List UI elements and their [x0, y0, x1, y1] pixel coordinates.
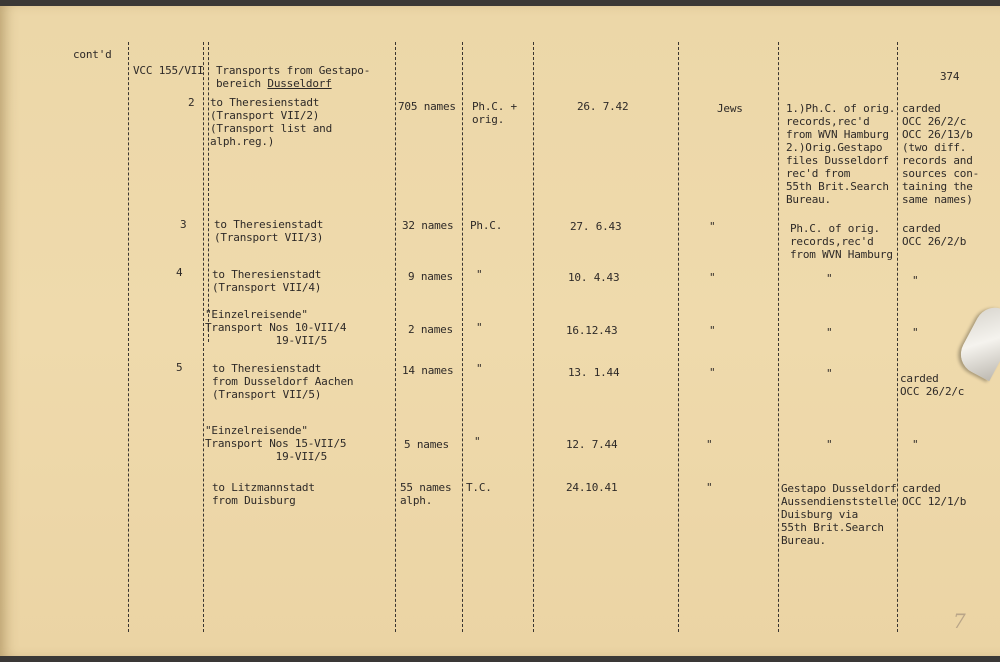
column-rule [203, 42, 204, 632]
source: Gestapo Dusseldorf Aussendienststelle Duisburg via 55th Brit.Search Bureau. [781, 482, 897, 547]
corner-mark: 7 [953, 609, 966, 633]
name-count: 14 names [402, 364, 454, 377]
column-rule [678, 42, 679, 632]
record-sheet [0, 6, 1000, 656]
transport-date: 27. 6.43 [570, 220, 622, 233]
column-rule [208, 42, 209, 342]
row-description: to Theresienstadt (Transport VII/3) [214, 218, 324, 244]
category: " [709, 271, 716, 284]
transport-date: 13. 1.44 [568, 366, 620, 379]
source: " [826, 438, 833, 451]
category: Jews [717, 102, 743, 115]
card-status: carded OCC 12/1/b [902, 482, 967, 508]
transport-date: 12. 7.44 [566, 438, 618, 451]
column-rule [533, 42, 534, 632]
row-number: 3 [180, 218, 187, 231]
row-description: "Einzelreisende" Transport Nos 15-VII/5 19-VII/5 [205, 424, 347, 463]
source: " [826, 272, 833, 285]
contd-label: cont'd [73, 48, 112, 61]
column-rule [778, 42, 779, 632]
card-status: " [912, 438, 919, 451]
name-count: 55 names alph. [400, 481, 452, 507]
name-count: 705 names [398, 100, 456, 113]
name-count: 5 names [404, 438, 449, 451]
row-description: "Einzelreisende" Transport Nos 10-VII/4 19-VII/5 [205, 308, 347, 347]
column-rule [897, 42, 898, 632]
record-type: Ph.C. + orig. [472, 100, 517, 126]
title-prefix: bereich [216, 77, 268, 90]
record-type: " [476, 321, 483, 334]
record-type: T.C. [466, 481, 492, 494]
card-status: carded OCC 26/2/c OCC 26/13/b (two diff. records and sources con- taining the same names) [902, 102, 980, 206]
category: " [709, 220, 716, 233]
card-status: carded OCC 26/2/c [900, 372, 965, 398]
section-title-line2 [216, 77, 332, 90]
category: " [706, 438, 713, 451]
record-type: Ph.C. [470, 219, 503, 232]
card-status: carded OCC 26/2/b [902, 222, 967, 248]
section-title-line1: Transports from Gestapo- [216, 64, 371, 77]
column-rule [462, 42, 463, 632]
name-count: 9 names [408, 270, 453, 283]
name-count: 32 names [402, 219, 454, 232]
source: Ph.C. of orig. records,rec'd from WVN Hamburg [790, 222, 893, 261]
source: " [826, 326, 833, 339]
row-number: 5 [176, 361, 183, 374]
record-type: " [474, 435, 481, 448]
category: " [706, 481, 713, 494]
transport-date: 16.12.43 [566, 324, 618, 337]
record-type: " [476, 268, 483, 281]
binder-tab [954, 301, 1000, 382]
card-status: " [912, 326, 919, 339]
source: 1.)Ph.C. of orig. records,rec'd from WVN Hamburg 2.)Orig.Gestapo files Dusseldorf rec'd from 55th Brit.Search Bureau. [786, 102, 896, 206]
record-type: " [476, 362, 483, 375]
column-rule [128, 42, 129, 632]
row-description: to Theresienstadt (Transport VII/2) (Transport list and alph.reg.) [210, 96, 333, 148]
row-number: 4 [176, 266, 183, 279]
source: " [826, 367, 833, 380]
transport-date: 10. 4.43 [568, 271, 620, 284]
title-place: Dusseldorf [267, 77, 332, 90]
reference-code: VCC 155/VII [133, 64, 204, 77]
row-number: 2 [188, 96, 195, 109]
row-description: to Litzmannstadt from Duisburg [212, 481, 315, 507]
category: " [709, 366, 716, 379]
category: " [709, 324, 716, 337]
column-rule [395, 42, 396, 632]
transport-date: 26. 7.42 [577, 100, 629, 113]
name-count: 2 names [408, 323, 453, 336]
page-number: 374 [940, 70, 960, 83]
transport-date: 24.10.41 [566, 481, 618, 494]
row-description: to Theresienstadt (Transport VII/4) [212, 268, 322, 294]
row-description: to Theresienstadt from Dusseldorf Aachen (Transport VII/5) [212, 362, 354, 401]
card-status: " [912, 274, 919, 287]
